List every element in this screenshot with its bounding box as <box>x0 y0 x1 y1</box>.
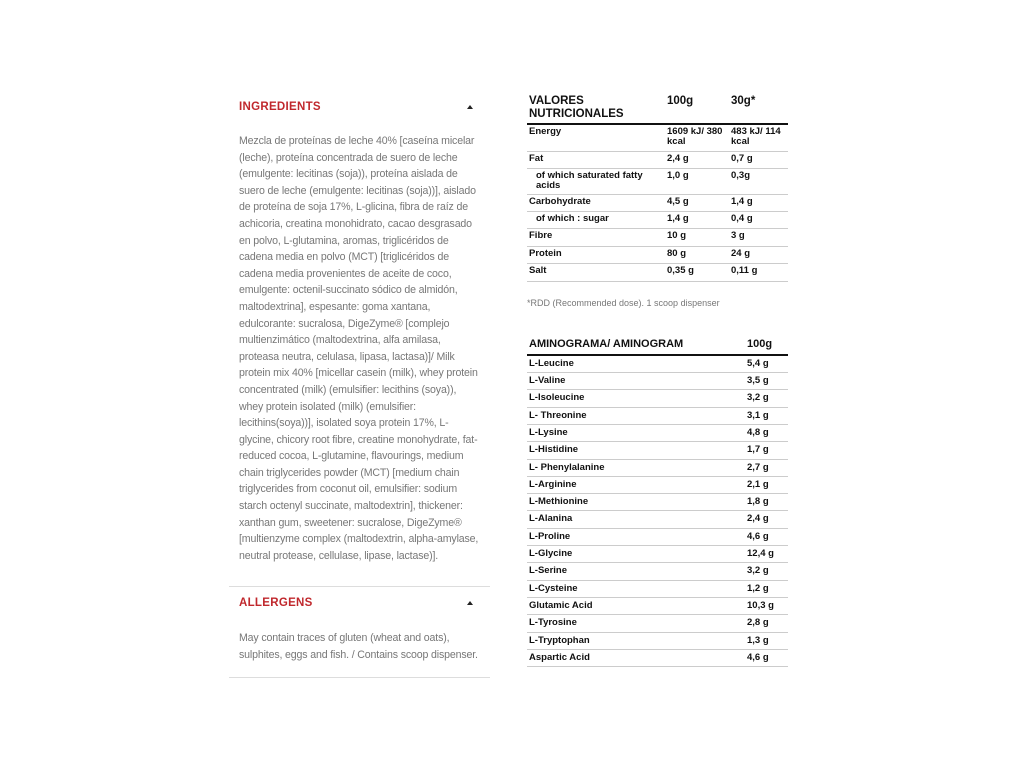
amino-acid-name: L-Proline <box>527 528 745 545</box>
nutrient-value: 1,4 g <box>729 194 788 211</box>
aminogram-row <box>527 494 788 511</box>
nutrition-footnote: *RDD (Recommended dose). 1 scoop dispenser <box>527 298 720 308</box>
amino-acid-name: L-Arginine <box>527 476 745 493</box>
amino-acid-value: 1,2 g <box>745 580 788 597</box>
amino-acid-name: L-Cysteine <box>527 580 745 597</box>
ingredients-header[interactable] <box>229 96 490 118</box>
aminogram-row <box>527 390 788 407</box>
accordion <box>229 96 490 678</box>
aminogram-row <box>527 424 788 441</box>
amino-acid-name: L-Valine <box>527 373 745 390</box>
amino-acid-value: 3,1 g <box>745 407 788 424</box>
aminogram-row <box>527 476 788 493</box>
amino-acid-value: 10,3 g <box>745 597 788 614</box>
aminogram-row <box>527 649 788 666</box>
aminogram-row <box>527 580 788 597</box>
amino-acid-value: 3,5 g <box>745 373 788 390</box>
aminogram-table <box>527 338 788 667</box>
aminogram-row <box>527 546 788 563</box>
nutrient-name: of which saturated fatty acids <box>527 168 665 194</box>
allergens-title: ALLERGENS <box>239 597 313 610</box>
nutrition-table <box>527 95 788 282</box>
nutrition-header-100g: 100g <box>665 95 729 124</box>
nutrition-row <box>527 211 788 228</box>
allergens-header[interactable] <box>229 592 490 614</box>
allergens-text: May contain traces of gluten (wheat and oats), sulphites, eggs and fish. / Contains scoop dispenser. <box>239 632 478 662</box>
nutrient-value: 1,0 g <box>665 168 729 194</box>
aminogram-row <box>527 373 788 390</box>
nutrient-value: 0,11 g <box>729 263 788 281</box>
aminogram-row <box>527 442 788 459</box>
aminogram-row <box>527 511 788 528</box>
nutrient-value: 1,4 g <box>665 211 729 228</box>
amino-acid-value: 4,6 g <box>745 528 788 545</box>
nutrient-name: Fat <box>527 151 665 168</box>
divider <box>229 677 490 678</box>
amino-acid-name: L-Tryptophan <box>527 632 745 649</box>
aminogram-row <box>527 407 788 424</box>
amino-acid-name: L-Leucine <box>527 355 745 372</box>
nutrient-value: 483 kJ/ 114 kcal <box>729 124 788 151</box>
nutrient-value: 10 g <box>665 228 729 246</box>
amino-acid-value: 1,8 g <box>745 494 788 511</box>
nutrient-name: Salt <box>527 263 665 281</box>
nutrition-row <box>527 168 788 194</box>
amino-acid-name: L-Alanina <box>527 511 745 528</box>
amino-acid-value: 5,4 g <box>745 355 788 372</box>
nutrient-name: Fibre <box>527 228 665 246</box>
nutrient-value: 80 g <box>665 246 729 263</box>
aminogram-header-100g: 100g <box>745 338 788 355</box>
amino-acid-name: L-Histidine <box>527 442 745 459</box>
aminogram-row <box>527 528 788 545</box>
amino-acid-value: 2,4 g <box>745 511 788 528</box>
amino-acid-name: L-Isoleucine <box>527 390 745 407</box>
nutrient-value: 3 g <box>729 228 788 246</box>
aminogram-table-wrap <box>527 338 788 667</box>
aminogram-row <box>527 632 788 649</box>
amino-acid-value: 2,8 g <box>745 615 788 632</box>
nutrient-name: Protein <box>527 246 665 263</box>
nutrition-row <box>527 246 788 263</box>
amino-acid-value: 2,1 g <box>745 476 788 493</box>
nutrition-table-wrap <box>527 95 788 282</box>
nutrition-row <box>527 228 788 246</box>
nutrient-value: 0,4 g <box>729 211 788 228</box>
aminogram-row <box>527 563 788 580</box>
amino-acid-name: L-Serine <box>527 563 745 580</box>
aminogram-row <box>527 615 788 632</box>
nutrient-name: Energy <box>527 124 665 151</box>
amino-acid-name: L-Glycine <box>527 546 745 563</box>
nutrition-row <box>527 194 788 211</box>
amino-acid-value: 3,2 g <box>745 563 788 580</box>
nutrient-value: 24 g <box>729 246 788 263</box>
amino-acid-name: L-Lysine <box>527 424 745 441</box>
aminogram-row <box>527 355 788 372</box>
amino-acid-value: 12,4 g <box>745 546 788 563</box>
nutrition-row <box>527 151 788 168</box>
nutrient-value: 0,7 g <box>729 151 788 168</box>
nutrient-value: 0,3g <box>729 168 788 194</box>
divider <box>229 586 490 587</box>
aminogram-row <box>527 459 788 476</box>
amino-acid-value: 1,3 g <box>745 632 788 649</box>
caret-up-icon[interactable] <box>467 105 473 109</box>
nutrition-row <box>527 124 788 151</box>
nutrient-value: 0,35 g <box>665 263 729 281</box>
nutrition-header-label: VALORES NUTRICIONALES <box>527 95 665 124</box>
amino-acid-value: 4,8 g <box>745 424 788 441</box>
nutrient-name: of which : sugar <box>527 211 665 228</box>
amino-acid-name: Glutamic Acid <box>527 597 745 614</box>
ingredients-title: INGREDIENTS <box>239 101 321 113</box>
aminogram-header-label: AMINOGRAMA/ AMINOGRAM <box>527 338 745 355</box>
amino-acid-name: L-Methionine <box>527 494 745 511</box>
nutrition-header-30g: 30g* <box>729 95 788 124</box>
amino-acid-value: 2,7 g <box>745 459 788 476</box>
amino-acid-value: 4,6 g <box>745 649 788 666</box>
amino-acid-name: L- Phenylalanine <box>527 459 745 476</box>
ingredients-text: Mezcla de proteínas de leche 40% [caseína micelar (leche), proteína concentrada de suero de leche (emulgente: lecitinas (soja)), proteína aislada de suero de leche (emulgente: lecitinas (soja))], aislado de proteína de soja 17%, L-glicina, fibra de raíz de achicoria, creatina monohidrato, cacao desgrasado en polvo, L-glutamina, aromas, triglicéridos de cadena media en polvo (MCT) [triglicéridos de cadena media provenientes de aceite de coco, emulgente: octenil-succinato sódico de almidón, maltodextrina], espesante: goma xantana, edulcorante: sucralosa, DigeZyme® [complejo multienzimático (maltodextrina, alfa amilasa, proteasa neutra, celulasa, lipasa, lactasa)]/ Milk protein mix 40% [micellar casein (milk), whey protein concentrated (milk) (emulsifier: lecithins (soya)), whey protein isolated (milk) (emulsifier: lecithins(soya))], isolated soya protein 17%, L-glycine, chicory root fibre, creatine monohydrate, fat-reduced cocoa, L-glutamine, flavourings, medium chain triglycerides powder (MCT) [medium chain triglycerides from coconut oil, emulsifier: sodium starch octenyl succinate, maltodextrin], thickener: xanthan gum, sweetener: sucralose, DigeZyme® [multienzyme complex (maltodextrin, alpha-amylase, neutral protease, cellulase, lipase, lactase)]. <box>239 135 479 562</box>
caret-up-icon[interactable] <box>467 601 473 605</box>
nutrient-value: 2,4 g <box>665 151 729 168</box>
nutrition-row <box>527 263 788 281</box>
nutrient-name: Carbohydrate <box>527 194 665 211</box>
aminogram-row <box>527 597 788 614</box>
amino-acid-value: 1,7 g <box>745 442 788 459</box>
amino-acid-name: L-Tyrosine <box>527 615 745 632</box>
amino-acid-value: 3,2 g <box>745 390 788 407</box>
amino-acid-name: Aspartic Acid <box>527 649 745 666</box>
nutrient-value: 1609 kJ/ 380 kcal <box>665 124 729 151</box>
nutrient-value: 4,5 g <box>665 194 729 211</box>
amino-acid-name: L- Threonine <box>527 407 745 424</box>
